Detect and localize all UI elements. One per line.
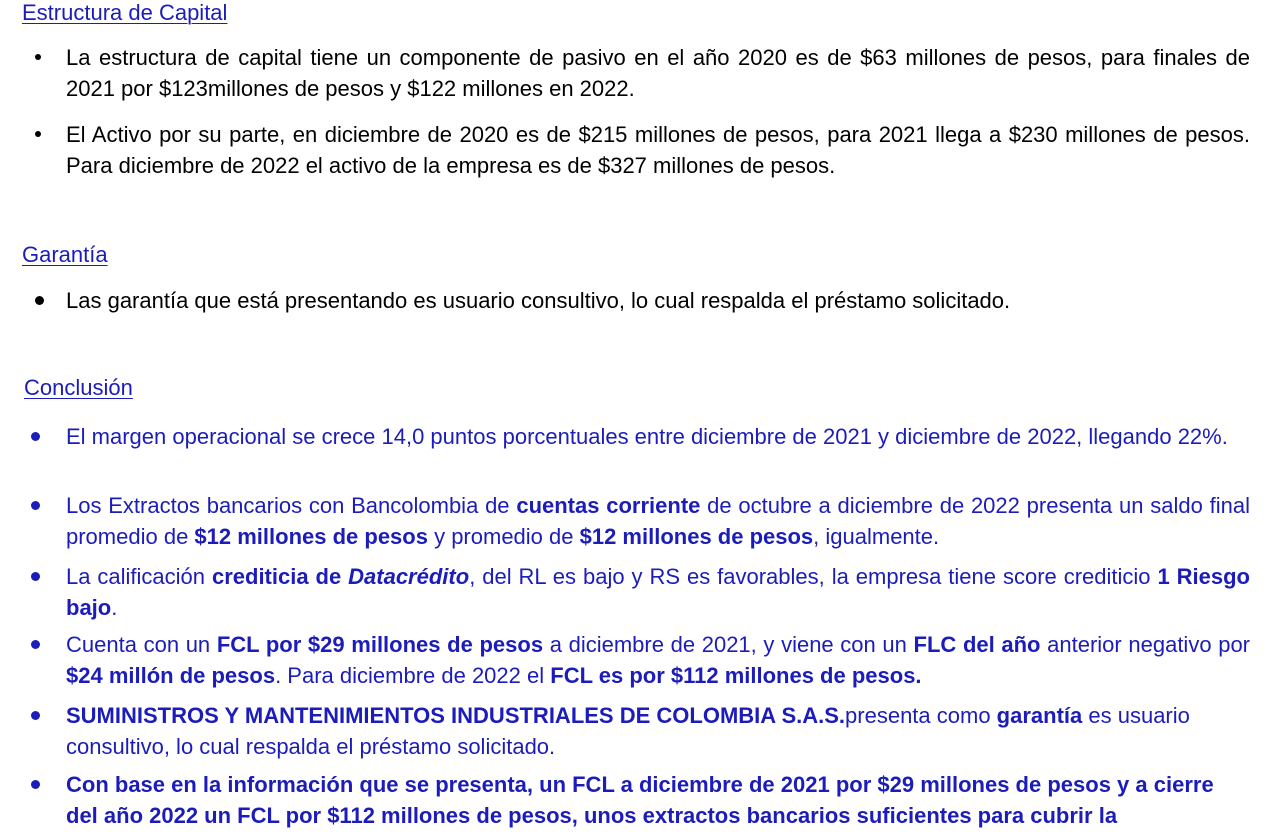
- garantia-item-1: Las garantía que está presentando es usuario consultivo, lo cual respalda el préstamo solicitado.: [66, 288, 1011, 313]
- section-heading-conclusion: Conclusión: [24, 375, 133, 400]
- bullet-icon: [31, 432, 40, 441]
- text-segment: garantía: [996, 703, 1083, 728]
- capital-item-2: El Activo por su parte, en diciembre de 2020 es de $215 millones de pesos, para 2021 llega a $230 millones de pesos. Para diciembre de 2022 el activo de la empresa es de $327 millones de pesos.: [66, 122, 1250, 178]
- text-segment: Los Extractos bancarios con Bancolombia de: [66, 493, 517, 518]
- bullet-icon: [31, 572, 40, 581]
- text-segment: y promedio de: [427, 524, 580, 549]
- text-segment: , del RL es bajo y RS es favorables, la empresa tiene score crediticio: [469, 564, 1158, 589]
- bullet-icon: [31, 640, 40, 649]
- text-segment: FLC del año: [913, 632, 1041, 657]
- text-segment: $12 millones de pesos: [194, 524, 428, 549]
- text-segment: presenta como: [845, 703, 997, 728]
- text-segment: 1 Riesgo bajo: [66, 564, 1250, 620]
- text-segment: Datacrédito: [348, 564, 470, 589]
- capital-item-1: La estructura de capital tiene un componente de pasivo en el año 2020 es de $63 millones de pesos, para finales de 2021 por $123millones de pesos y $122 millones en 2022.: [66, 45, 1250, 101]
- text-segment: crediticia de: [211, 564, 349, 589]
- text-segment: de octubre a diciembre de 2022 presenta un saldo final promedio de: [66, 493, 1251, 549]
- text-segment: Con base en la información que se presenta, un FCL a diciembre de 2021 por $29 millones de pesos y a cierre del año 2022 un FCL por $112 millones de pesos, unos extractos bancarios suficientes para cubrir la: [66, 772, 1214, 828]
- section-heading-garantia: Garantía: [22, 242, 108, 267]
- text-segment: $24 millón de pesos: [66, 663, 276, 688]
- text-segment: cuentas corriente: [516, 493, 701, 518]
- text-segment: anterior negativo por: [1040, 632, 1251, 657]
- text-segment: La calificación: [66, 564, 212, 589]
- conclusion-item-6: [66, 769, 1250, 831]
- bullet-icon: [35, 54, 41, 60]
- conclusion-item-4: [66, 629, 1250, 691]
- bullet-icon: [31, 780, 40, 789]
- text-segment: Cuenta con un: [66, 632, 217, 657]
- text-segment: El margen operacional se crece 14,0 puntos porcentuales entre diciembre de 2021 y diciembre de 2022, llegando 22%.: [66, 424, 1228, 449]
- bullet-icon: [31, 501, 40, 510]
- text-segment: FCL por $29 millones de pesos: [216, 632, 544, 657]
- section-heading-capital: Estructura de Capital: [22, 0, 228, 25]
- conclusion-item-2: [66, 490, 1250, 552]
- text-segment: FCL es por $112 millones de pesos.: [550, 663, 922, 688]
- text-segment: SUMINISTROS Y MANTENIMIENTOS INDUSTRIALES DE COLOMBIA S.A.S.: [66, 703, 846, 728]
- conclusion-item-1: [66, 421, 1250, 452]
- text-segment: es usuario consultivo, lo cual respalda el préstamo solicitado.: [66, 703, 1190, 759]
- bullet-icon: [35, 296, 44, 305]
- text-segment: $12 millones de pesos: [579, 524, 814, 549]
- text-segment: .: [111, 595, 118, 620]
- bullet-icon: [35, 131, 41, 137]
- bullet-icon: [31, 711, 40, 720]
- text-segment: , igualmente.: [813, 524, 940, 549]
- text-segment: . Para diciembre de 2022 el: [275, 663, 551, 688]
- conclusion-item-3: [66, 561, 1250, 623]
- text-segment: a diciembre de 2021, y viene con un: [543, 632, 914, 657]
- conclusion-item-5: [66, 700, 1250, 762]
